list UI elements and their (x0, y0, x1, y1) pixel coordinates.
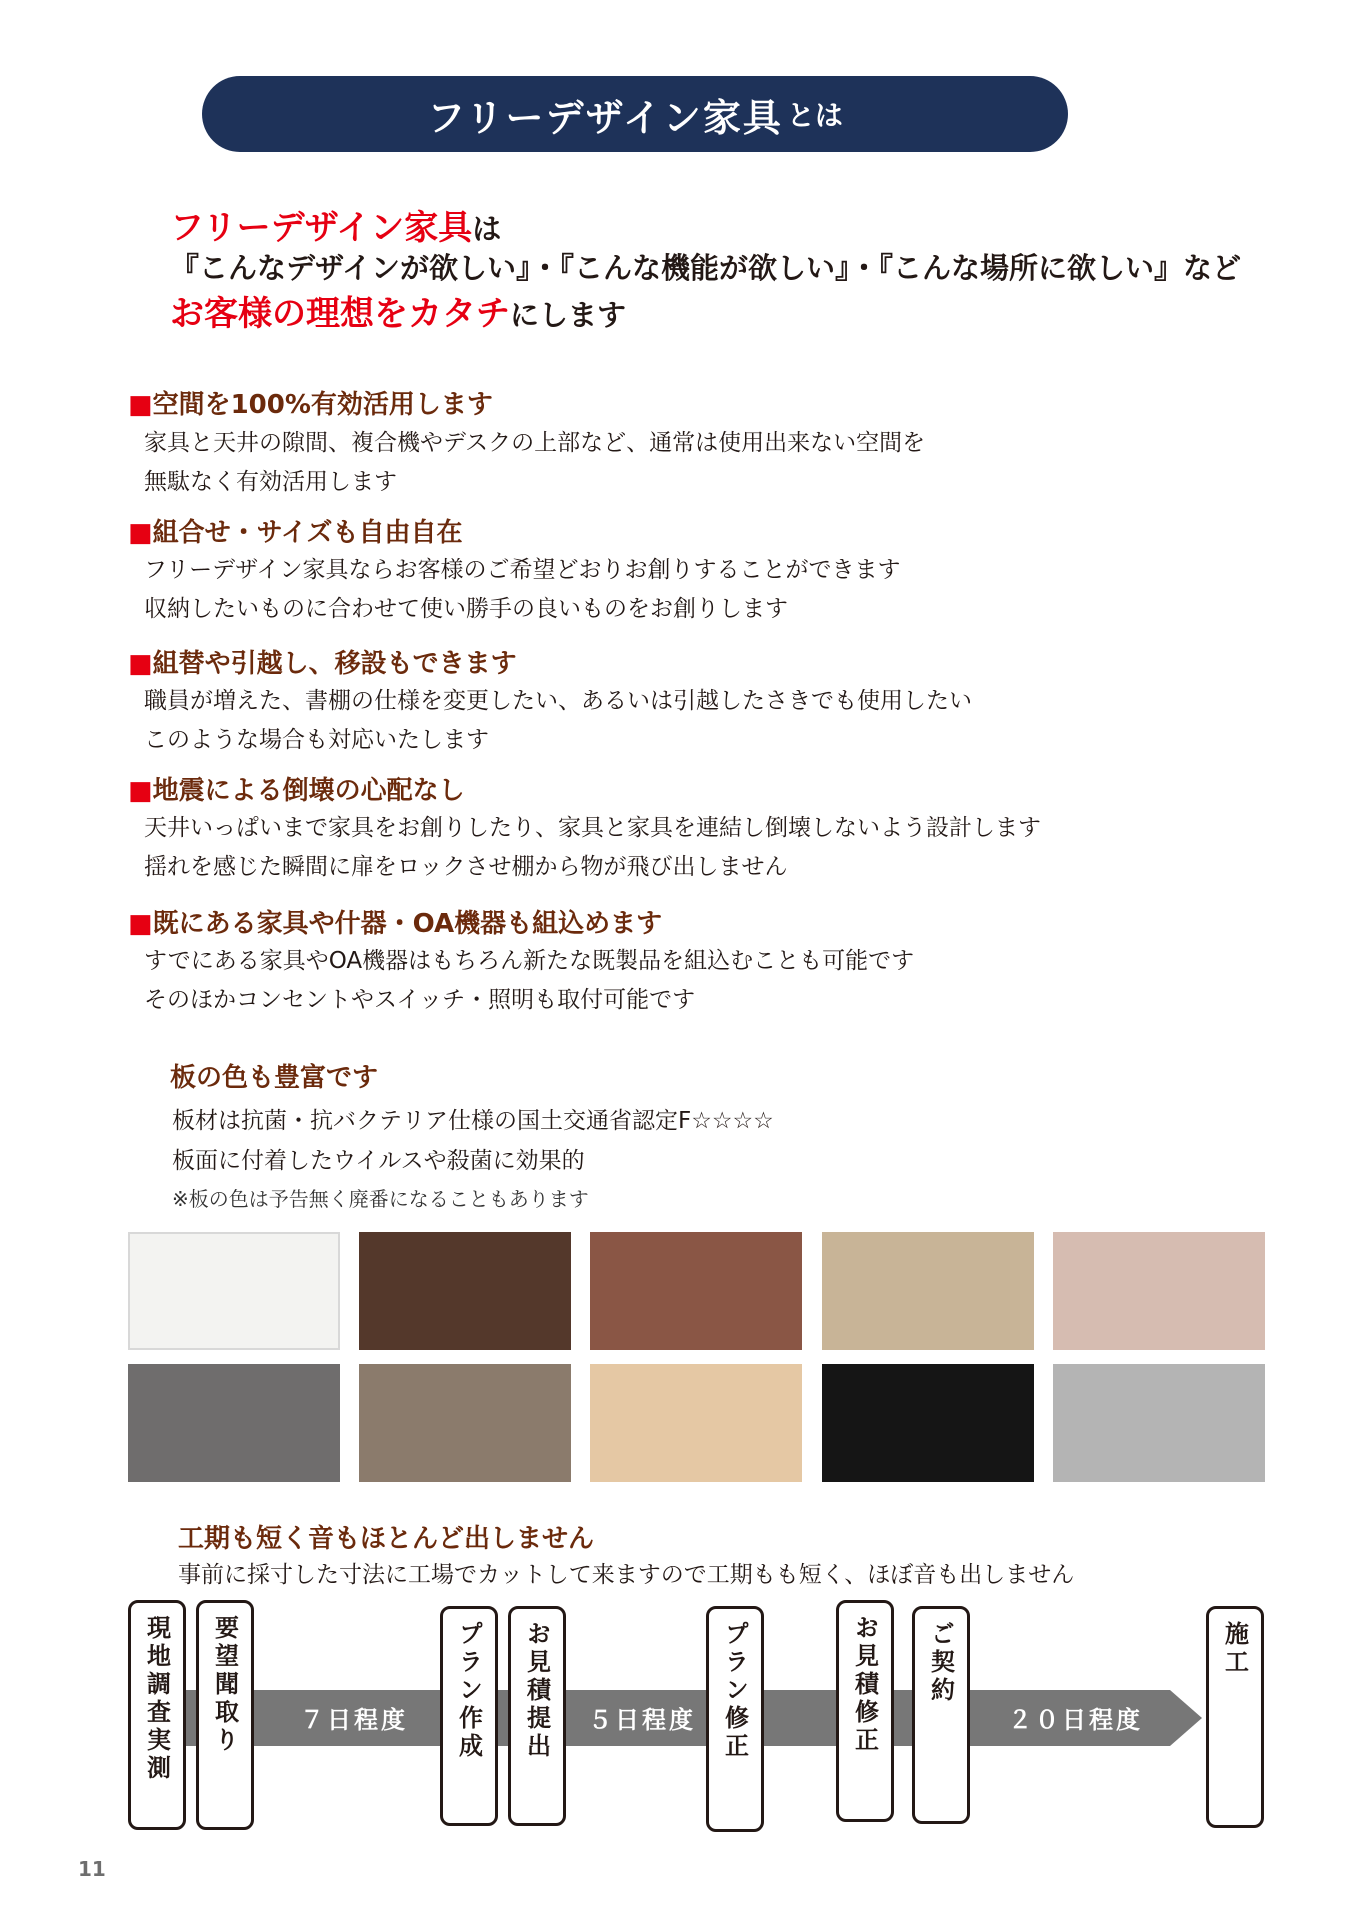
schedule-step (196, 1600, 254, 1830)
color-swatch (359, 1364, 571, 1482)
intro-line-2 (170, 246, 1241, 287)
schedule-desc: 事前に採寸した寸法に工場でカットして来ますので工期もも短く、ほぼ音も出しません (178, 1562, 1075, 1588)
schedule-step (836, 1600, 894, 1822)
feature-line: そのほかコンセントやスイッチ・照明も取付可能です (144, 987, 696, 1013)
page-number: 11 (78, 1857, 106, 1881)
color-swatch (128, 1364, 340, 1482)
schedule-step (508, 1606, 566, 1826)
schedule-title: 工期も短く音もほとんど出しません (178, 1524, 595, 1554)
colors-note: ※板の色は予告無く廃番になることもあります (172, 1187, 589, 1211)
colors-line-2: 板面に付着したウイルスや殺菌に効果的 (172, 1148, 585, 1174)
feature-body-existing (144, 942, 914, 1020)
feature-heading-relocation (128, 643, 517, 680)
feature-line: 天井いっぱいまで家具をお創りしたり、家具と家具を連結し倒壊しないよう設計します (144, 815, 1041, 841)
feature-heading-earthquake (128, 770, 465, 807)
feature-line: 無駄なく有効活用します (144, 469, 397, 495)
color-swatch (590, 1232, 802, 1350)
duration-label: ７日程度 (300, 1706, 408, 1734)
feature-heading-existing (128, 903, 662, 940)
page-title-banner (202, 76, 1068, 152)
intro-highlight-3: お客様の理想をカタチ (170, 294, 510, 334)
color-swatch (822, 1232, 1034, 1350)
feature-title: 組替や引越し、移設もできます (152, 649, 517, 679)
color-swatch (590, 1364, 802, 1482)
feature-title: 地震による倒壊の心配なし (152, 776, 465, 806)
colors-line-1: 板材は抗菌・抗バクテリア仕様の国土交通省認定F☆☆☆☆ (172, 1108, 774, 1134)
feature-body-space (144, 424, 925, 502)
schedule-step-label: 施工 (1220, 1621, 1249, 1677)
feature-title: 既にある家具や什器・OA機器も組込めます (152, 909, 663, 939)
page-title: フリーデザイン家具 (427, 95, 783, 140)
feature-heading-combination (128, 512, 463, 549)
schedule-step-label: 要望聞取り (210, 1615, 239, 1755)
bullet-square-icon: ■ (128, 909, 153, 939)
feature-line: すでにある家具やOA機器はもちろん新たな既製品を組込むことも可能です (144, 948, 915, 974)
bullet-square-icon: ■ (128, 776, 153, 806)
intro-line-1 (170, 200, 501, 249)
bullet-square-icon: ■ (128, 390, 153, 420)
schedule-step-label: プラン修正 (720, 1621, 749, 1761)
colors-title: 板の色も豊富です (170, 1063, 379, 1093)
intro-text-1: は (472, 212, 502, 246)
color-swatch (822, 1364, 1034, 1482)
intro-highlight-1: フリーデザイン家具 (170, 208, 473, 248)
schedule-step-label: 現地調査実測 (142, 1615, 171, 1783)
bullet-square-icon: ■ (128, 518, 153, 548)
feature-body-relocation (144, 682, 972, 760)
feature-line: このような場合も対応いたします (144, 727, 489, 753)
duration-label: ２０日程度 (1008, 1706, 1143, 1734)
schedule-step (706, 1606, 764, 1832)
feature-title: 組合せ・サイズも自由自在 (152, 518, 463, 548)
color-swatch (1053, 1364, 1265, 1482)
feature-line: フリーデザイン家具ならお客様のご希望どおりお創りすることができます (144, 557, 901, 583)
feature-line: 家具と天井の隙間、複合機やデスクの上部など、通常は使用出来ない空間を (144, 430, 926, 456)
schedule-step-label: お見積提出 (522, 1621, 551, 1761)
duration-label: ５日程度 (588, 1706, 696, 1734)
schedule-step (128, 1600, 186, 1830)
intro-text-2: 『こんなデザインが欲しい』・『こんな機能が欲しい』・『こんな場所に欲しい』など (170, 251, 1241, 285)
bullet-square-icon: ■ (128, 649, 153, 679)
intro-text-3: にします (510, 298, 627, 332)
schedule-step-label: ご契約 (926, 1621, 955, 1705)
schedule-step (440, 1606, 498, 1826)
feature-body-combination (144, 551, 900, 629)
schedule-step-label: お見積修正 (850, 1615, 879, 1755)
feature-heading-space (128, 384, 493, 421)
schedule-flow (128, 1600, 1268, 1840)
feature-body-earthquake (144, 809, 1041, 887)
page-title-suffix: とは (786, 99, 843, 132)
feature-line: 職員が増えた、書棚の仕様を変更したい、あるいは引越したさきでも使用したい (144, 688, 972, 714)
feature-line: 揺れを感じた瞬間に扉をロックさせ棚から物が飛び出しません (144, 854, 788, 880)
intro-line-3 (170, 286, 626, 335)
feature-title: 空間を100%有効活用します (152, 390, 493, 420)
schedule-step-label: プラン作成 (454, 1621, 483, 1761)
feature-line: 収納したいものに合わせて使い勝手の良いものをお創りします (144, 596, 788, 622)
schedule-step (1206, 1606, 1264, 1828)
color-swatch (359, 1232, 571, 1350)
color-swatch (1053, 1232, 1265, 1350)
schedule-step (912, 1606, 970, 1824)
color-swatch (128, 1232, 340, 1350)
